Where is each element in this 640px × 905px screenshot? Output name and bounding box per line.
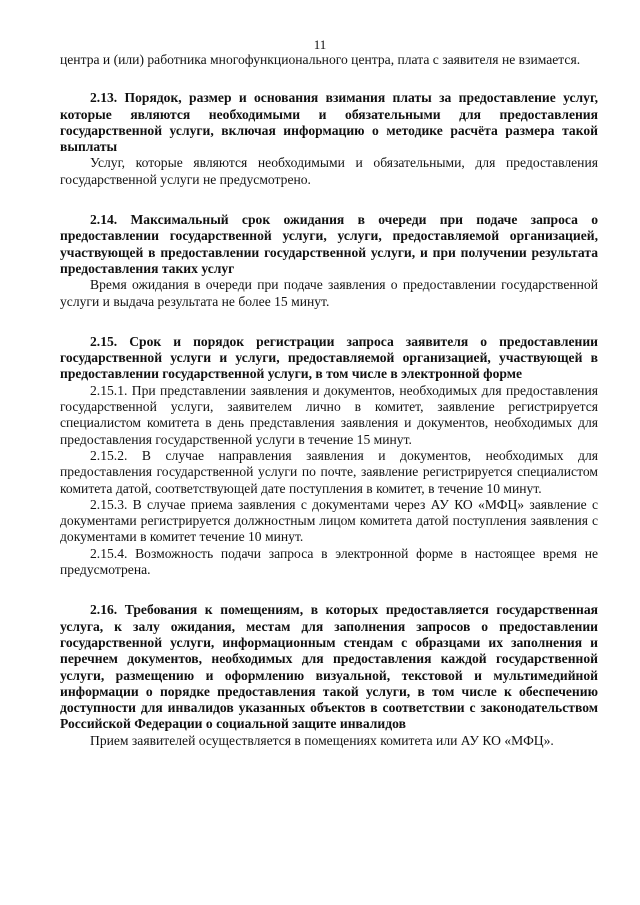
section-paragraph: 2.15.1. При представлении заявления и документов, необходимых для предоставления государственной услуги, заявителем лично в комитет, заявление регистрируется специалистом комитета в день представления заявления и документов, необходимых для предоставления государственной услуги в течение 15 минут. [60, 382, 598, 447]
section-paragraph: Услуг, которые являются необходимыми и обязательными, для предоставления государственной услуги не предусмотрено. [60, 155, 598, 187]
document-body [60, 52, 598, 749]
section-2-14 [60, 212, 598, 310]
section-paragraph: 2.15.4. Возможность подачи запроса в электронной форме в настоящее время не предусмотрена. [60, 545, 598, 578]
section-paragraph: Прием заявителей осуществляется в помещениях комитета или АУ КО «МФЦ». [90, 732, 554, 748]
section-paragraph: 2.15.2. В случае направления заявления и документов, необходимых для предоставления государственной услуги по почте, заявление регистрируется специалистом комитета датой, соответствующей дате поступления в комитет, в течение 10 минут. [60, 447, 598, 496]
section-paragraph: Время ожидания в очереди при подаче заявления о предоставлении государственной услуги и выдача результата не более 15 минут. [60, 277, 598, 309]
section-2-13 [60, 90, 598, 188]
page-number: 11 [313, 37, 327, 52]
section-heading: 2.16. Требования к помещениям, в которых предоставляется государственная услуга, к залу ожидания, местам для заполнения запросов о предоставлении государственной услуги, информационным стендам с образцами их заполнения и перечнем документов, необходимых для предоставления каждой государственной услуги, размещению и оформлению визуальной, текстовой и мультимедийной информации о порядке предоставления такой услуги, в том числе к обеспечению доступности для инвалидов указанных объектов в соответствии с законодательством Российской Федерации о социальной защите инвалидов [60, 602, 598, 732]
section-heading: 2.14. Максимальный срок ожидания в очереди при подаче запроса о предоставлении государственной услуги, услуги, предоставляемой организацией, участвующей в предоставлении государственной услуги, и при получении результата предоставления таких услуг [60, 212, 598, 276]
section-heading: 2.13. Порядок, размер и основания взимания платы за предоставление услуг, которые являются необходимыми и обязательными для предоставления государственной услуги, включая информацию о методике расчёта размера такой выплаты [60, 90, 598, 155]
intro-paragraph: центра и (или) работника многофункционального центра, плата с заявителя не взимается. [60, 52, 581, 67]
section-2-15 [60, 334, 598, 578]
section-heading: 2.15. Срок и порядок регистрации запроса заявителя о предоставлении государственной услуги и услуги, предоставляемой организацией, участвующей в предоставлении государственной услуги, в том числе в электронной форме [60, 333, 598, 382]
section-2-16 [60, 602, 598, 749]
section-paragraph: 2.15.3. В случае приема заявления с документами через АУ КО «МФЦ» заявление с документами регистрируется должностным лицом комитета датой поступления заявления с документами в комитет течение 10 минут. [60, 496, 598, 545]
